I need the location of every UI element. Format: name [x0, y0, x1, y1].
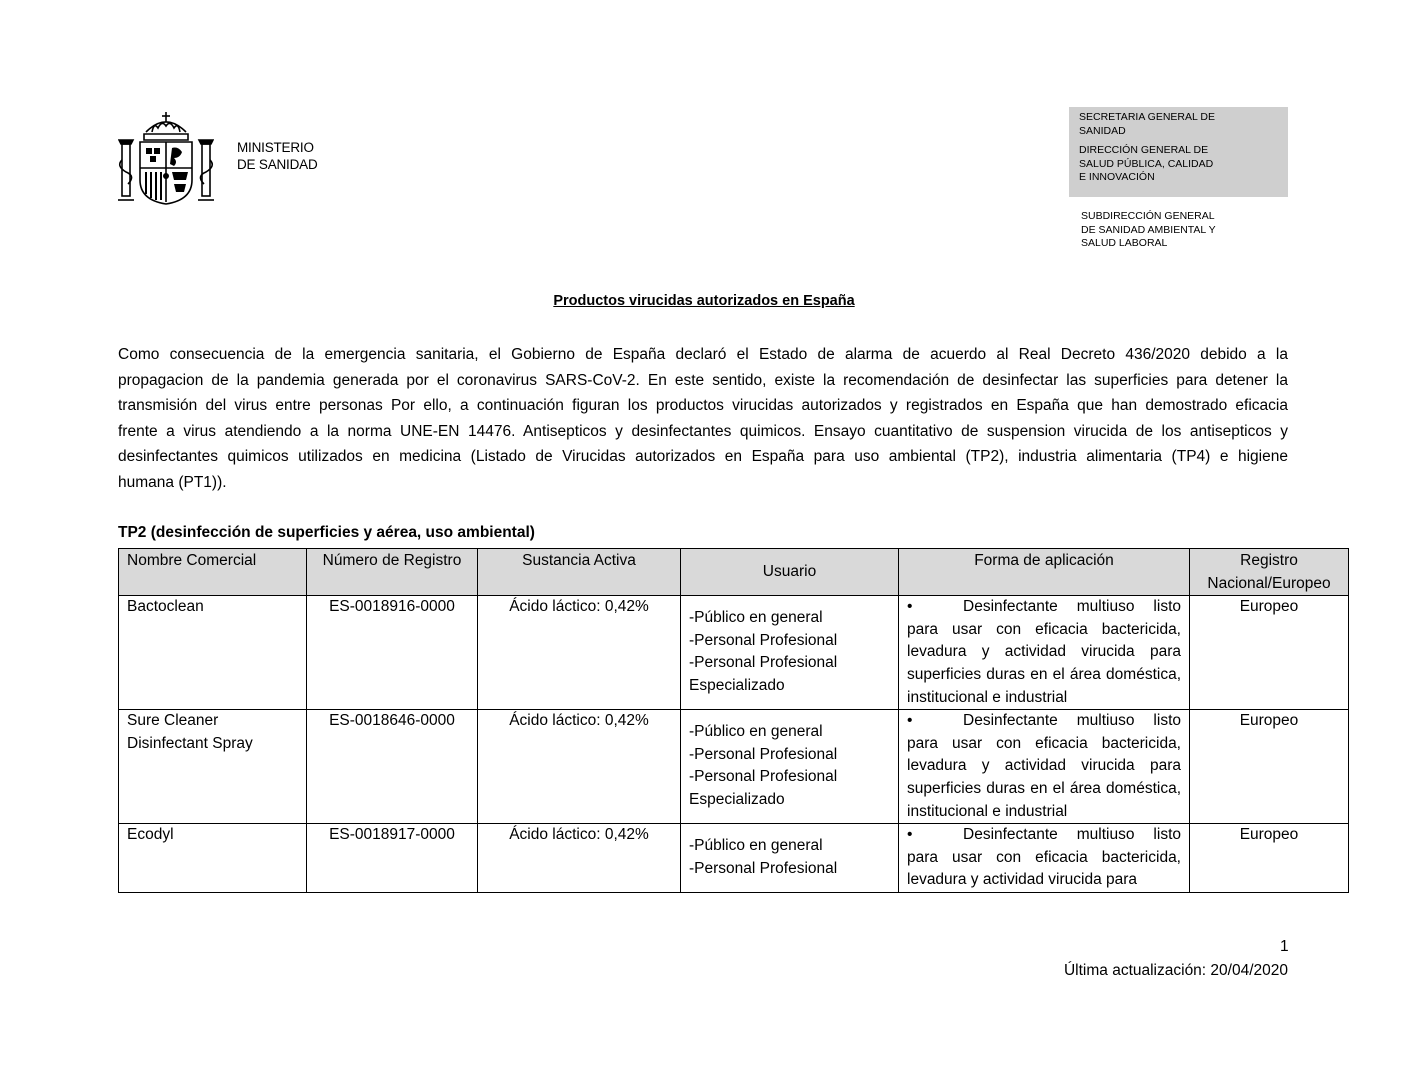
dept-line: SANIDAD: [1079, 124, 1126, 137]
usuario-line: -Público en general: [689, 723, 823, 741]
usuario-line: -Personal Profesional: [689, 654, 838, 672]
intro-line: desinfectantes quimicos utilizados en medicina (Listado de Virucidas autorizados en España para uso ambiental (TP2), industria alimentaria (TP4) e higiene: [118, 448, 1288, 466]
intro-line: Como consecuencia de la emergencia sanitaria, el Gobierno de España declaró el Estado de alarma de acuerdo al Real Decreto 436/2020 debido a la: [118, 346, 1288, 363]
ministry-name: [237, 139, 318, 173]
col-header-registro: [1190, 549, 1349, 596]
intro-line: propagacion de la pandemia generada por el coronavirus SARS-CoV-2. En este sentido, existe la recomendación de desinfectar las superficies para detener la: [118, 371, 1288, 389]
document-title: Productos virucidas autorizados en España: [553, 293, 855, 309]
intro-paragraph: [118, 342, 1288, 496]
col-header-usuario: Usuario: [681, 549, 899, 596]
bullet-icon: •: [907, 598, 913, 616]
last-updated: Última actualización: 20/04/2020: [1063, 962, 1288, 979]
dept-line: DIRECCIÓN GENERAL DE: [1079, 144, 1209, 156]
ministry-line-2: DE SANIDAD: [237, 157, 318, 172]
cell-usuario: [681, 710, 899, 824]
cell-registro: Europeo: [1190, 824, 1349, 893]
cell-sustancia: Ácido láctico: 0,42%: [478, 596, 681, 710]
col-header-forma: Forma de aplicación: [899, 549, 1190, 596]
cell-nombre-line: Ecodyl: [127, 826, 174, 844]
forma-text: Desinfectante multiuso listo para usar con eficacia bactericida, levadura y actividad virucida para: [907, 826, 1181, 889]
dept-line: SECRETARIA GENERAL DE: [1079, 111, 1215, 123]
cell-forma: [899, 710, 1190, 824]
forma-text: Desinfectante multiuso listo para usar con eficacia bactericida, levadura y actividad virucida para superficies duras en el área doméstica, institucional e industrial: [907, 598, 1181, 706]
usuario-line: Especializado: [689, 790, 785, 808]
usuario-line: -Personal Profesional: [689, 768, 838, 786]
bullet-icon: •: [907, 712, 913, 730]
cell-forma: [899, 824, 1190, 893]
dept-line: E INNOVACIÓN: [1079, 171, 1155, 183]
col-header-sustancia: Sustancia Activa: [478, 549, 681, 596]
usuario-line: -Personal Profesional: [689, 745, 838, 763]
cell-numero: ES-0018917-0000: [307, 824, 478, 893]
bullet-icon: •: [907, 826, 913, 844]
section-title: TP2 (desinfección de superficies y aérea, uso ambiental): [118, 524, 535, 541]
cell-numero: ES-0018916-0000: [307, 596, 478, 710]
subdirection-block: [1081, 210, 1216, 251]
col-header-registro-line: Nacional/Europeo: [1207, 574, 1331, 592]
department-box: [1069, 107, 1288, 197]
table-row: [119, 596, 1349, 710]
cell-usuario: [681, 596, 899, 710]
usuario-line: -Personal Profesional: [689, 859, 838, 877]
cell-nombre-line: Sure Cleaner: [127, 712, 219, 730]
coat-of-arms-emblem: [118, 110, 214, 208]
intro-line: frente a virus atendiendo a la norma UNE-EN 14476. Antisepticos y desinfectantes quimicos. Ensayo cuantitativo de suspension virucida de los antisepticos y: [118, 422, 1288, 440]
cell-nombre-line: Disinfectant Spray: [127, 734, 253, 752]
cell-sustancia: Ácido láctico: 0,42%: [478, 824, 681, 893]
cell-nombre: [119, 710, 307, 824]
col-header-nombre: Nombre Comercial: [119, 549, 307, 596]
subdir-line: DE SANIDAD AMBIENTAL Y: [1081, 223, 1216, 236]
cell-nombre: [119, 824, 307, 893]
subdir-line: SALUD LABORAL: [1081, 237, 1168, 249]
table-header-row: [119, 549, 1349, 596]
table-row: [119, 710, 1349, 824]
subdir-line: SUBDIRECCIÓN GENERAL: [1081, 210, 1215, 222]
cell-nombre: [119, 596, 307, 710]
cell-sustancia: Ácido láctico: 0,42%: [478, 710, 681, 824]
col-header-registro-line: Registro: [1240, 552, 1298, 569]
cell-registro: Europeo: [1190, 710, 1349, 824]
usuario-line: -Público en general: [689, 837, 823, 855]
ministry-line-1: MINISTERIO: [237, 140, 314, 155]
cell-forma: [899, 596, 1190, 710]
col-header-numero: Número de Registro: [307, 549, 478, 596]
forma-text: Desinfectante multiuso listo para usar con eficacia bactericida, levadura y actividad virucida para superficies duras en el área doméstica, institucional e industrial: [907, 712, 1181, 820]
table-row: [119, 824, 1349, 893]
cell-registro: Europeo: [1190, 596, 1349, 710]
usuario-line: -Personal Profesional: [689, 631, 838, 649]
dept-line: SALUD PÚBLICA, CALIDAD: [1079, 157, 1214, 170]
products-table: [118, 548, 1349, 893]
cell-nombre-line: Bactoclean: [127, 598, 204, 616]
intro-line: transmisión del virus entre personas Por ello, a continuación figuran los productos virucidas autorizados y registrados en España que han demostrado eficacia: [118, 397, 1288, 415]
intro-line: humana (PT1)).: [118, 473, 227, 491]
cell-usuario: [681, 824, 899, 893]
usuario-line: -Público en general: [689, 609, 823, 627]
cell-numero: ES-0018646-0000: [307, 710, 478, 824]
usuario-line: Especializado: [689, 676, 785, 694]
page-number: 1: [1280, 938, 1289, 955]
